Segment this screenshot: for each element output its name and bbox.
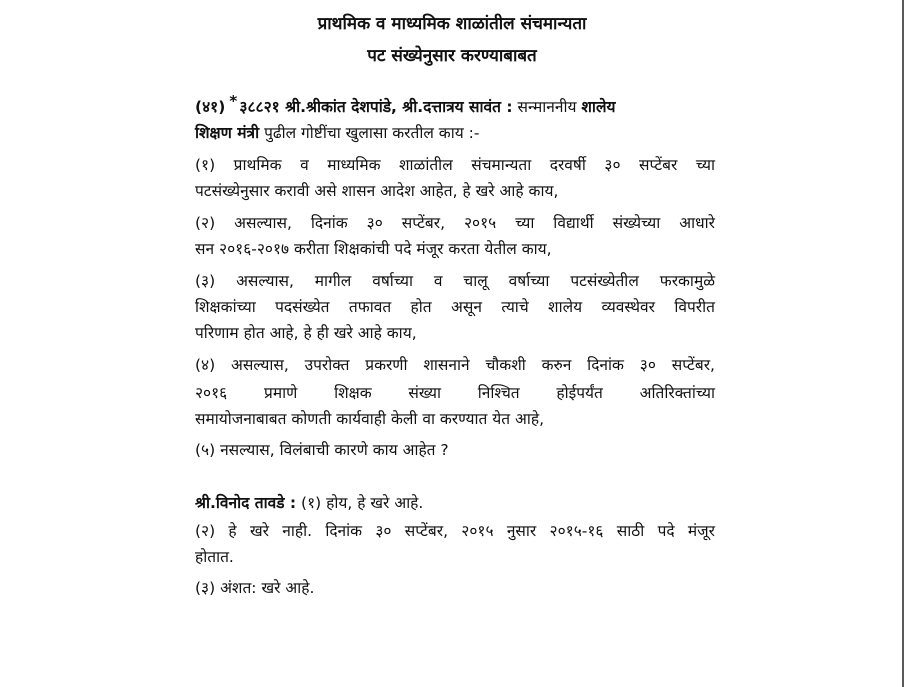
question-line-11: (५) नसल्यास, विलंबाची कारणे काय आहेत ? [195,441,449,459]
answer-minister-name: श्री.विनोद तावडे : [195,494,297,512]
question-line-6: शिक्षकांच्या पदसंख्येत तफावत होत असून त्याचे शालेय व्यवस्थेवर विपरीत [195,298,715,316]
answer-line-4: (३) अंशत: खरे आहे. [195,579,315,597]
question-line-8: (४) असल्यास, उपरोक्त प्रकरणी शासनाने चौकशी करुन दिनांक ३० सप्टेंबर, [195,356,715,374]
question-line-3: (२) असल्यास, दिनांक ३० सप्टेंबर, २०१५ च्या विद्यार्थी संख्येच्या आधारे [195,214,715,232]
answer-line-1: (१) होय, हे खरे आहे. [301,494,424,512]
question-intro-line [195,120,479,146]
answer-line-2: (२) हे खरे नाही. दिनांक ३० सप्टेंबर, २०१५ नुसार २०१५-१६ साठी पदे मंजूर [195,522,715,540]
minister-title-part2: शिक्षण मंत्री [195,124,260,142]
question-id-and-members: ३८८२१ श्री.श्रीकांत देशपांडे, श्री.दत्तात्रय सावंत : [239,98,513,116]
question-number: (४१) [195,98,226,116]
question-line-10: समायोजनाबाबत कोणती कार्यवाही केली वा करण्यात येत आहे, [195,410,545,428]
question-intro-text: पुढील गोष्टींचा खुलासा करतील काय :- [264,124,480,142]
question-header [195,94,715,120]
question-line-2: पटसंख्येनुसार करावी असे शासन आदेश आहेत, हे खरे आहे काय, [195,182,559,200]
answer-line-3: होतात. [195,548,234,566]
answer-header [195,490,423,516]
minister-title-part1: शालेय [581,98,616,116]
addressed-prefix: सन्माननीय [517,98,577,116]
question-line-1: (१) प्राथमिक व माध्यमिक शाळांतील संचमान्यता दरवर्षी ३० सप्टेंबर च्या [195,156,715,174]
question-line-9: २०१६ प्रमाणे शिक्षक संख्या निश्चित होईपर्यंत अतिरिक्तांच्या [195,384,715,402]
document-title-line1: प्राथमिक व माध्यमिक शाळांतील संचमान्यता [317,14,587,34]
question-line-4: सन २०१६-२०१७ करीता शिक्षकांची पदे मंजूर करता येतील काय, [195,240,552,258]
question-line-5: (३) असल्यास, मागील वर्षाच्या व चालू वर्षाच्या पटसंख्येतील फरकामुळे [195,272,715,290]
starred-mark: * [229,92,238,110]
question-line-7: परिणाम होत आहे, हे ही खरे आहे काय, [195,324,417,342]
document-title-line2: पट संख्येनुसार करण्याबाबत [367,46,537,66]
